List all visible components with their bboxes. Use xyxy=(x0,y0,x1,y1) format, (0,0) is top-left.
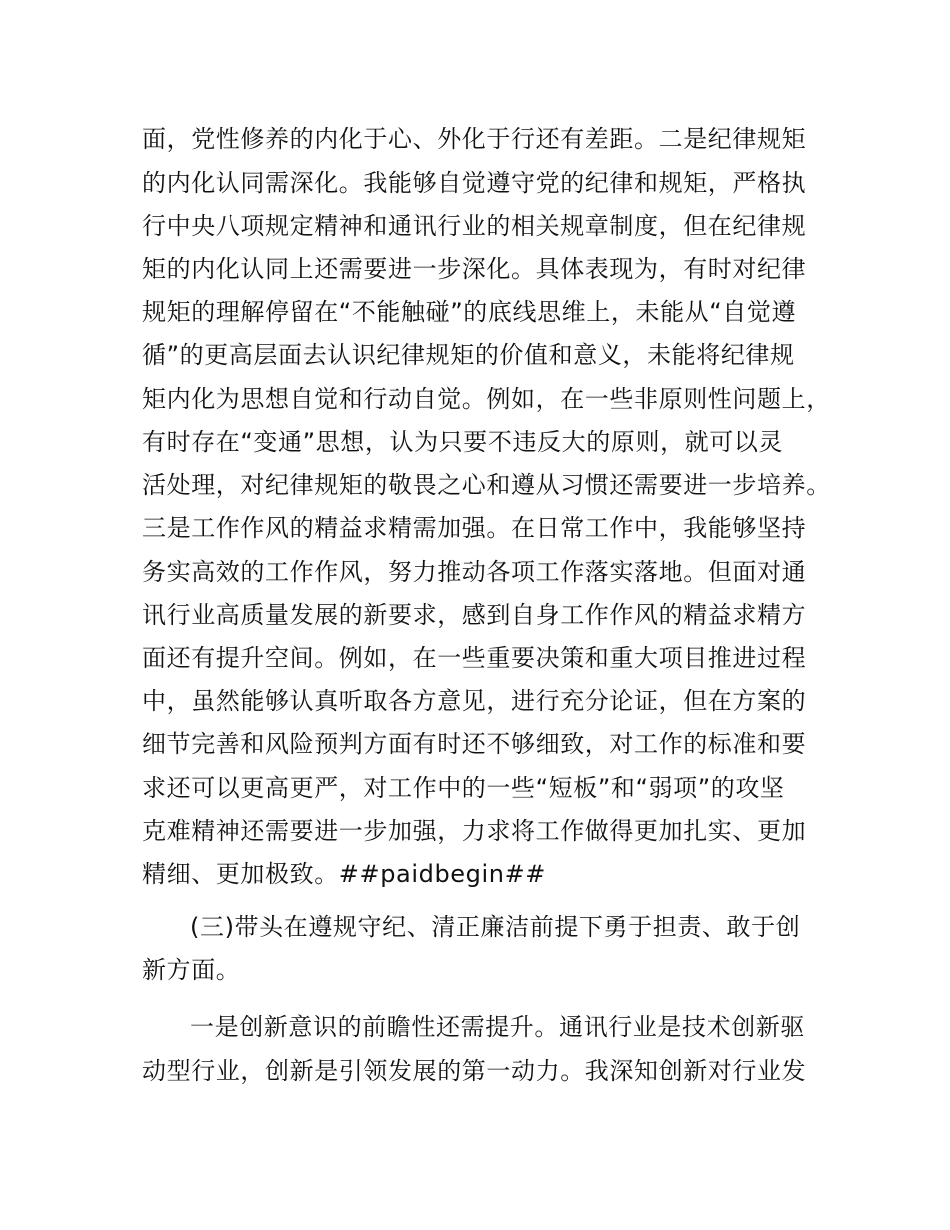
paragraph-line: 细节完善和风险预判方面有时还不够细致，对工作的标准和要 xyxy=(142,730,807,758)
paragraph-line: 有时存在“变通”思想，认为只要不违反大的原则，就可以灵 xyxy=(142,428,784,456)
paragraph-line: 的内化认同需深化。我能够自觉遵守党的纪律和规矩，严格执 xyxy=(142,169,807,197)
paragraph-line: 中，虽然能够认真听取各方意见，进行充分论证，但在方案的 xyxy=(142,687,807,715)
paragraph-line: 三是工作作风的精益求精需加强。在日常工作中，我能够坚持 xyxy=(142,514,807,542)
paragraph-line: 讯行业高质量发展的新要求，感到自身工作作风的精益求精方 xyxy=(142,601,807,629)
paragraph-line: 克难精神还需要进一步加强，力求将工作做得更加扎实、更加 xyxy=(142,817,807,845)
paragraph-line: 矩内化为思想自觉和行动自觉。例如，在一些非原则性问题上， xyxy=(142,385,831,413)
paragraph-line: 面还有提升空间。例如，在一些重要决策和重大项目推进过程 xyxy=(142,644,807,672)
paragraph-line: 循”的更高层面去认识纪律规矩的价值和意义，未能将纪律规 xyxy=(142,341,795,369)
paragraph-line: 活处理，对纪律规矩的敬畏之心和遵从习惯还需要进一步培养。 xyxy=(142,471,831,499)
section-heading-line: (三)带头在遵规守纪、清正廉洁前提下勇于担责、敢于创 xyxy=(190,913,801,941)
paragraph-line: 矩的内化认同上还需要进一步深化。具体表现为，有时对纪律 xyxy=(142,255,807,283)
paragraph-line: 务实高效的工作作风，努力推动各项工作落实落地。但面对通 xyxy=(142,558,807,586)
paragraph-line: 规矩的理解停留在“不能触碰”的底线思维上，未能从“自觉遵 xyxy=(142,298,797,326)
paragraph-line: 动型行业，创新是引领发展的第一动力。我深知创新对行业发 xyxy=(142,1057,807,1085)
paragraph-line: 行中央八项规定精神和通讯行业的相关规章制度，但在纪律规 xyxy=(142,212,807,240)
paragraph-line: 面，党性修养的内化于心、外化于行还有差距。二是纪律规矩 xyxy=(142,125,807,153)
paragraph-line: 一是创新意识的前瞻性还需提升。通讯行业是技术创新驱 xyxy=(190,1013,805,1041)
paragraph-line: 精细、更加极致。##paidbegin## xyxy=(142,860,546,888)
paragraph-line: 求还可以更高更严，对工作中的一些“短板”和“弱项”的攻坚 xyxy=(142,774,785,802)
section-heading-line: 新方面。 xyxy=(142,956,241,984)
